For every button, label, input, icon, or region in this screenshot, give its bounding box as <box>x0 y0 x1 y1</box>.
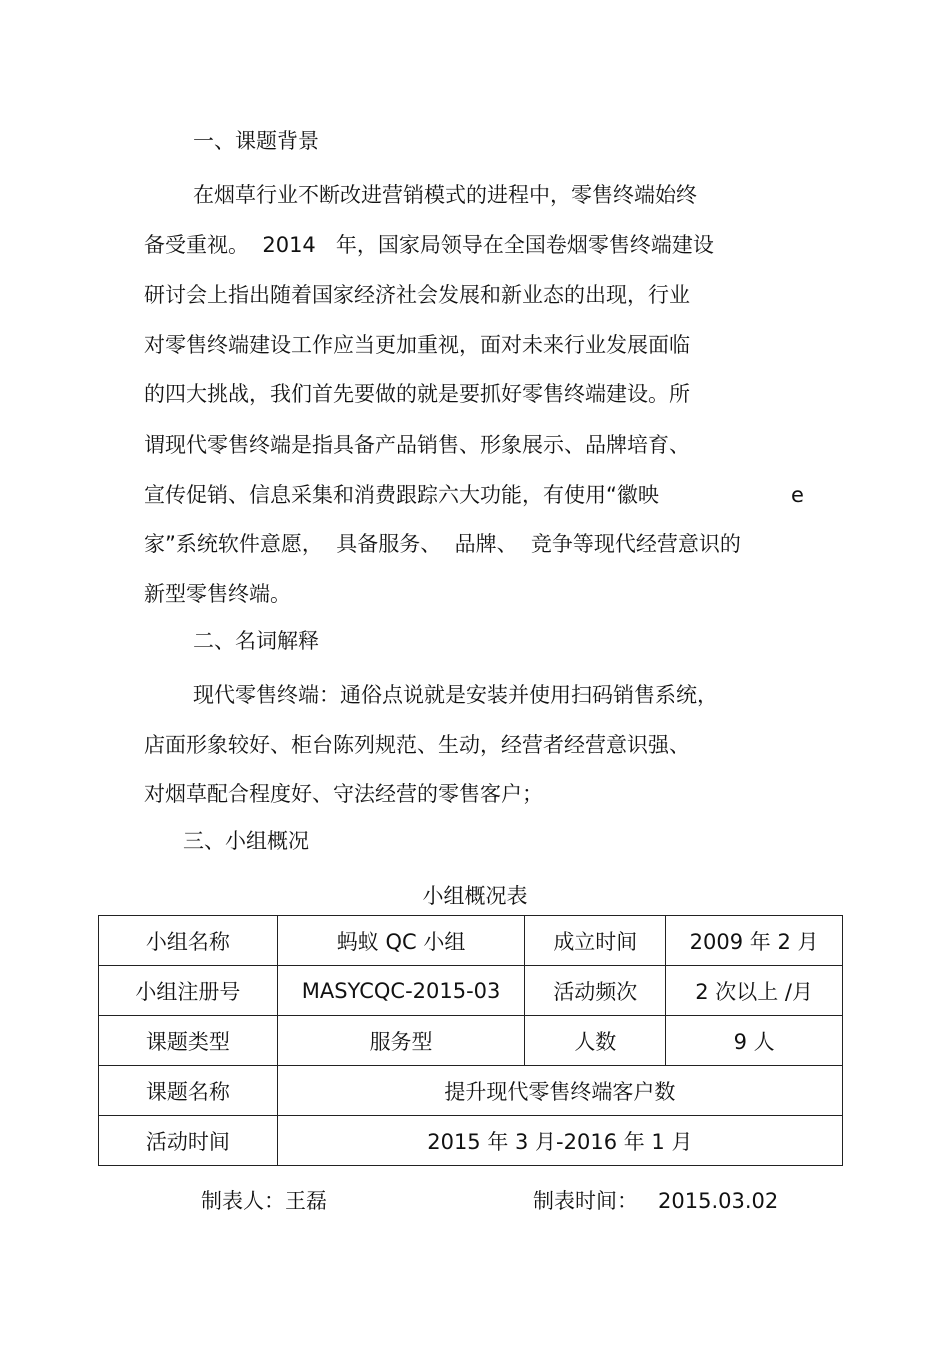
table-cell: 9 人 <box>666 1016 843 1066</box>
table-cell: 课题名称 <box>99 1066 278 1116</box>
paragraph-line: 新型零售终端。 <box>144 582 291 606</box>
table-cell: 成立时间 <box>525 916 666 966</box>
table-maker: 制表人：王磊 <box>201 1189 327 1213</box>
table-cell: MASYCQC-2015-03 <box>277 966 525 1016</box>
paragraph-line: 对零售终端建设工作应当更加重视，面对未来行业发展面临 <box>144 333 690 357</box>
table-cell: 提升现代零售终端客户数 <box>277 1066 842 1116</box>
table-row <box>99 916 843 966</box>
table-cell: 活动时间 <box>99 1116 278 1166</box>
table-cell: 活动频次 <box>525 966 666 1016</box>
table-cell: 2 次以上 /月 <box>666 966 843 1016</box>
table-cell: 蚂蚁 QC 小组 <box>277 916 525 966</box>
paragraph-line: 在烟草行业不断改进营销模式的进程中，零售终端始终 <box>193 183 697 207</box>
table-cell: 课题类型 <box>99 1016 278 1066</box>
table-title: 小组概况表 <box>422 884 528 908</box>
paragraph-line: 店面形象较好、柜台陈列规范、生动，经营者经营意识强、 <box>144 733 690 757</box>
paragraph-line: 备受重视。 2014 年，国家局领导在全国卷烟零售终端建设 <box>144 233 714 257</box>
section-heading-group: 三、小组概况 <box>183 829 309 853</box>
table-cell: 小组名称 <box>99 916 278 966</box>
paragraph-line: 的四大挑战，我们首先要做的就是要抓好零售终端建设。所 <box>144 382 690 406</box>
paragraph-line: 宣传促销、信息采集和消费跟踪六大功能，有使用“徽映 <box>144 483 659 507</box>
table-row <box>99 1116 843 1166</box>
table-date: 制表时间： 2015.03.02 <box>533 1189 779 1213</box>
paragraph-line: 现代零售终端：通俗点说就是安装并使用扫码销售系统， <box>193 683 718 707</box>
stray-letter: e <box>791 483 804 507</box>
paragraph-line: 家”系统软件意愿， 具备服务、 品牌、 竞争等现代经营意识的 <box>144 532 741 556</box>
paragraph-line: 研讨会上指出随着国家经济社会发展和新业态的出现，行业 <box>144 283 690 307</box>
paragraph-line: 对烟草配合程度好、守法经营的零售客户； <box>144 782 543 806</box>
section-heading-background: 一、课题背景 <box>193 129 319 153</box>
table-row <box>99 1066 843 1116</box>
table-row <box>99 966 843 1016</box>
group-overview-table <box>98 915 843 1166</box>
table-row <box>99 1016 843 1066</box>
table-cell: 服务型 <box>277 1016 525 1066</box>
table-cell: 人数 <box>525 1016 666 1066</box>
paragraph-line: 谓现代零售终端是指具备产品销售、形象展示、品牌培育、 <box>144 433 690 457</box>
table-cell: 2009 年 2 月 <box>666 916 843 966</box>
table-cell: 小组注册号 <box>99 966 278 1016</box>
table-cell: 2015 年 3 月-2016 年 1 月 <box>277 1116 842 1166</box>
section-heading-terms: 二、名词解释 <box>193 629 319 653</box>
